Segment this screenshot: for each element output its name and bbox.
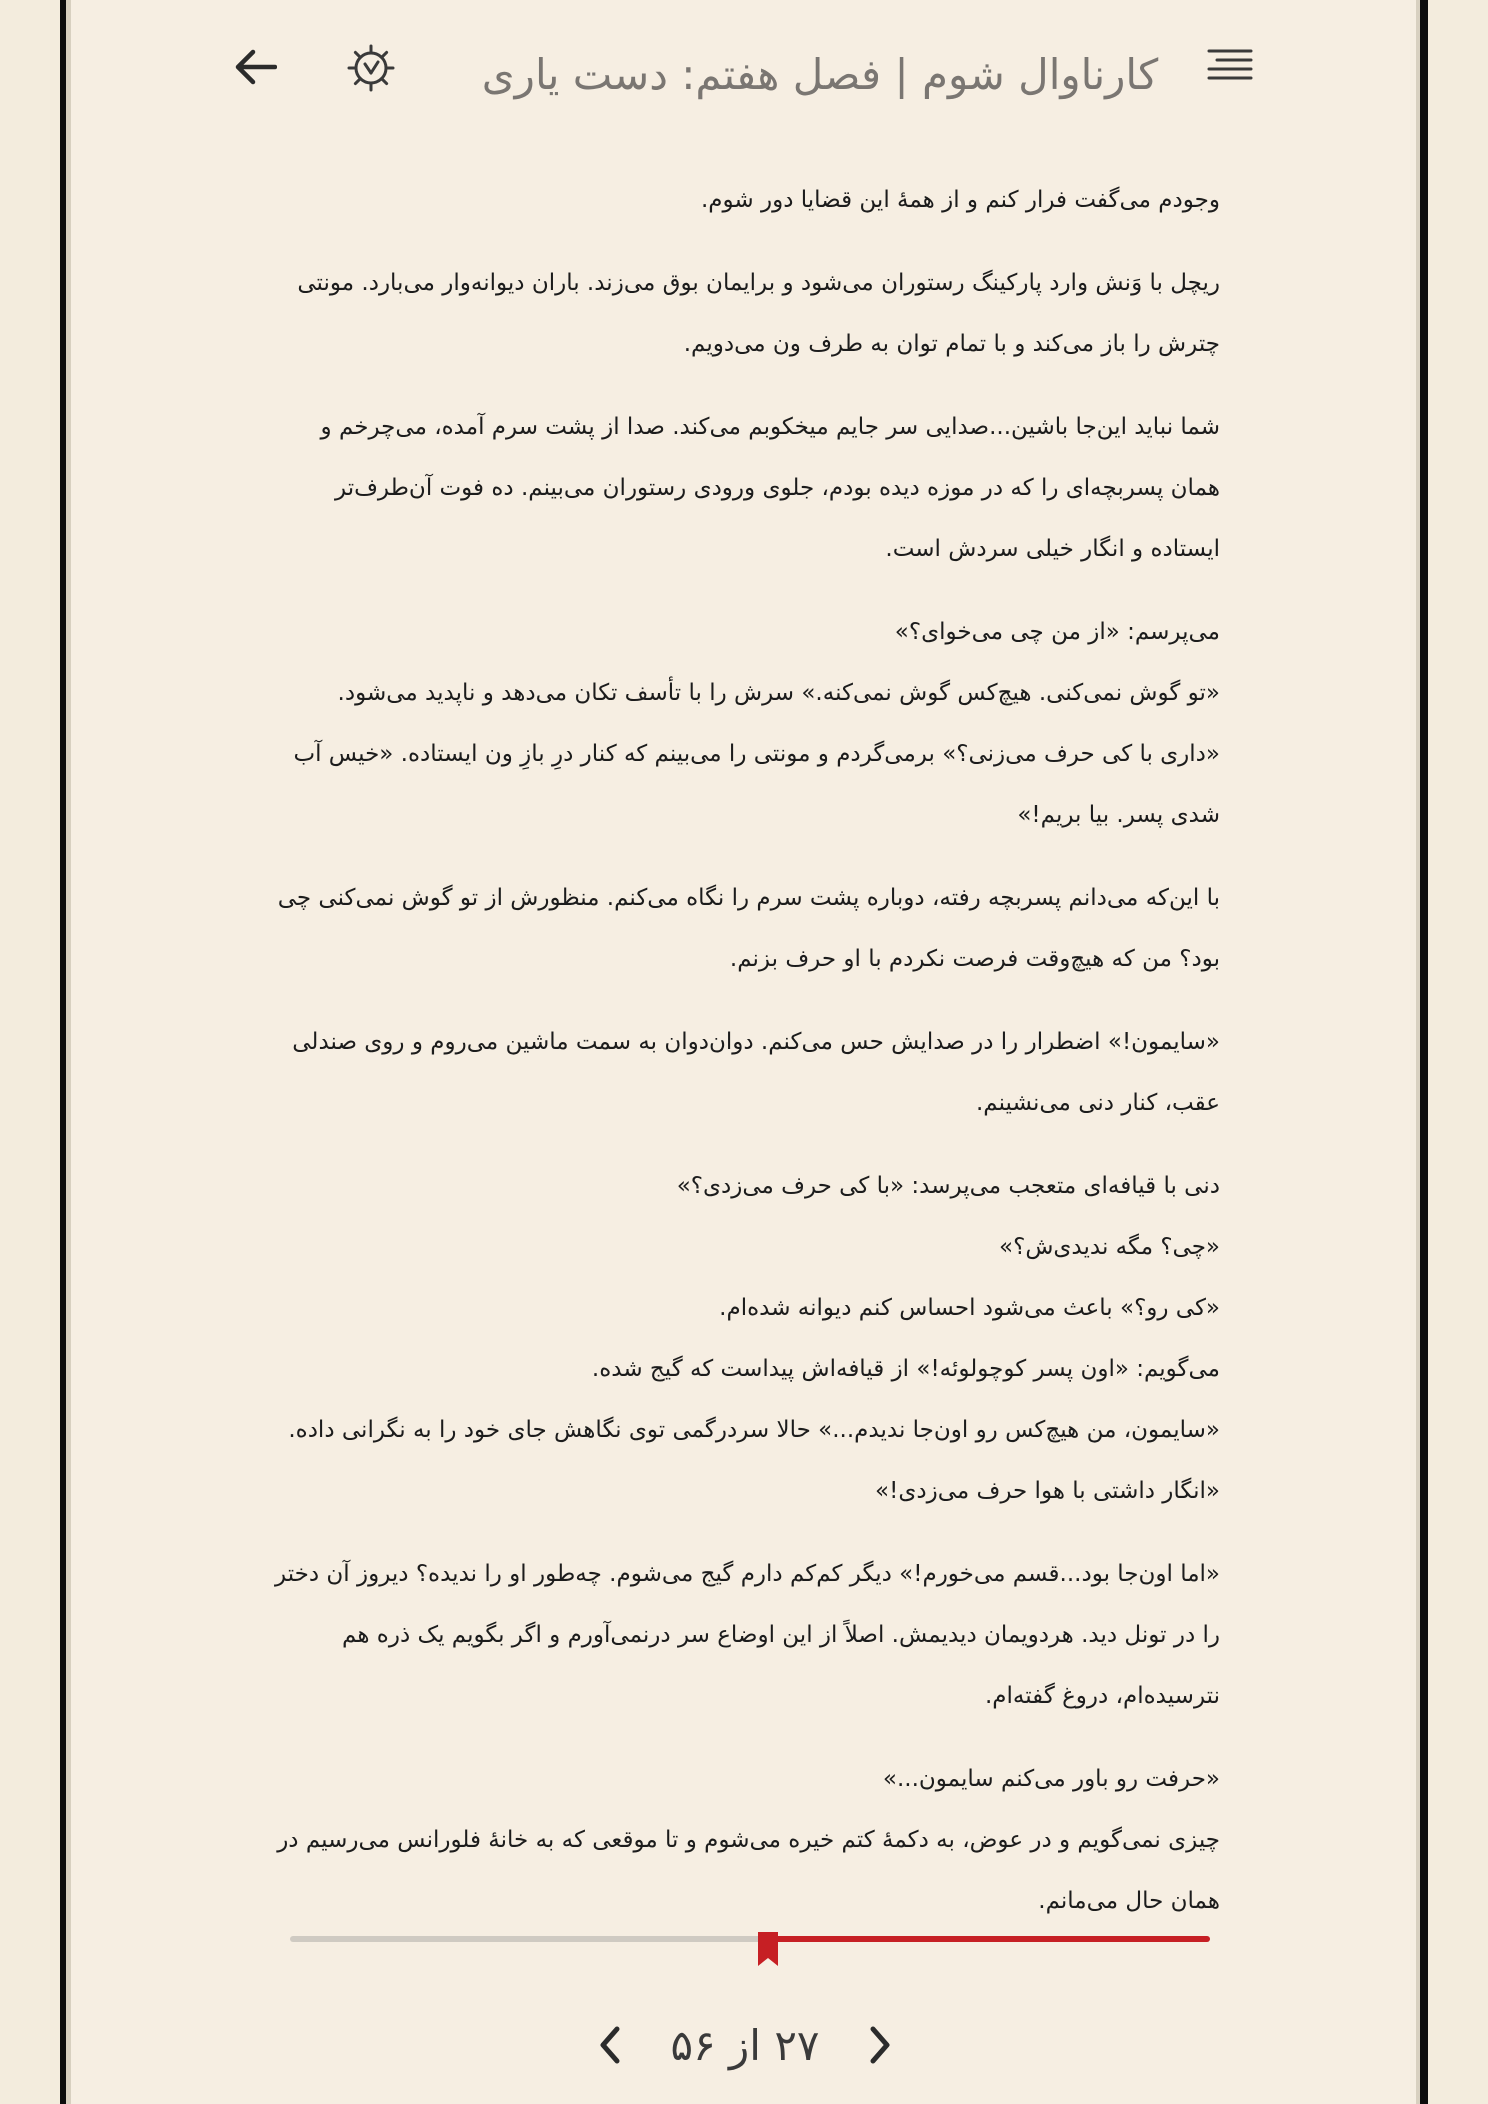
table-of-contents-button[interactable] bbox=[1205, 44, 1255, 88]
page-counter: ۲۷ از ۵۶ bbox=[670, 2020, 820, 2070]
chevron-left-icon bbox=[597, 2025, 623, 2065]
chevron-right-icon bbox=[867, 2025, 893, 2065]
paragraph: «اما اون‌جا بود...قسم می‌خورم!» دیگر کم‌کم دارم گیج می‌شوم. چه‌طور او را ندیده؟ دیروز آن دختر را در تونل دید. هردویمان دیدیمش. اصلاً از این اوضاع سر درنمی‌آورم و اگر بگویم یک ذره هم نترسیده‌ام، دروغ گفته‌ام. bbox=[275, 1561, 1220, 1709]
paragraph: وجودم می‌گفت فرار کنم و از همهٔ این قضایا دور شوم. bbox=[700, 187, 1220, 213]
settings-button[interactable] bbox=[343, 40, 399, 96]
paragraph: «چی؟ مگه ندیدی‌ش؟» bbox=[999, 1234, 1220, 1260]
paragraph: «داری با کی حرف می‌زنی؟» برمی‌گردم و مونتی را می‌بینم که کنار درِ بازِ ون ایستاده. «خیس آب شدی پسر. بیا بریم!» bbox=[293, 741, 1220, 828]
paragraph: «سایمون!» اضطرار را در صدایش حس می‌کنم. دوان‌دوان به سمت ماشین می‌روم و روی صندلی عقب، کنار دنی می‌نشینم. bbox=[292, 1029, 1220, 1116]
paragraph: «حرفت رو باور می‌کنم سایمون...» bbox=[882, 1766, 1220, 1792]
bookmark-handle-icon[interactable] bbox=[757, 1932, 779, 1966]
arrow-left-icon bbox=[233, 47, 277, 87]
paragraph: با این‌که می‌دانم پسربچه رفته، دوباره پشت سرم را نگاه می‌کنم. منظورش از تو گوش نمی‌کنی چی بود؟ من که هیچ‌وقت فرصت نکردم با او حرف بزنم. bbox=[277, 885, 1220, 972]
page-navigator bbox=[590, 2010, 900, 2080]
frame-right-gap bbox=[1416, 0, 1420, 2104]
paragraph: می‌گویم: «اون پسر کوچولوئه!» از قیافه‌اش پیداست که گیج شده. bbox=[591, 1356, 1220, 1382]
paragraph: «سایمون، من هیچ‌کس رو اون‌جا ندیدم...» حالا سردرگمی توی نگاهش جای خود را به نگرانی داده. «انگار داشتی با هوا حرف می‌زدی!» bbox=[288, 1417, 1220, 1504]
paragraph: شما نباید این‌جا باشین...صدایی سر جایم میخکوبم می‌کند. صدا از پشت سرم آمده، می‌چرخم و همان پسربچه‌ای را که در موزه دیده بودم، جلوی ورودی رستوران می‌بینم. ده فوت آن‌طرف‌تر ایستاده و انگار خیلی سردش است. bbox=[320, 414, 1220, 562]
frame-right-bar bbox=[1420, 0, 1428, 2104]
chapter-title: کارناوال شوم | فصل هفتم: دست یاری bbox=[481, 50, 1159, 99]
paragraph: «تو گوش نمی‌کنی. هیچ‌کس گوش نمی‌کنه.» سرش را با تأسف تکان می‌دهد و ناپدید می‌شود. bbox=[337, 680, 1220, 706]
paragraph: «کی رو؟» باعث می‌شود احساس کنم دیوانه شده‌ام. bbox=[719, 1295, 1220, 1321]
paragraph: دنی با قیافه‌ای متعجب می‌پرسد: «با کی حرف می‌زدی؟» bbox=[676, 1173, 1220, 1199]
back-button[interactable] bbox=[230, 42, 280, 92]
previous-page-button[interactable] bbox=[590, 2015, 630, 2075]
chapter-text bbox=[275, 170, 1220, 1932]
paragraph: می‌پرسم: «از من چی می‌خوای؟» bbox=[894, 619, 1220, 645]
table-of-contents-icon bbox=[1207, 46, 1253, 86]
paragraph: چیزی نمی‌گویم و در عوض، به دکمهٔ کتم خیره می‌شوم و تا موقعی که به خانهٔ فلورانس می‌رسیم در همان حال می‌مانم. bbox=[277, 1827, 1220, 1914]
paragraph: ریچل با وَنش وارد پارکینگ رستوران می‌شود و برایمان بوق می‌زند. باران دیوانه‌وار می‌بارد. مونتی چترش را باز می‌کند و با تمام توان به طرف ون می‌دویم. bbox=[297, 270, 1220, 357]
gear-icon bbox=[345, 42, 397, 94]
next-page-button[interactable] bbox=[860, 2015, 900, 2075]
reading-progress-slider[interactable] bbox=[290, 1920, 1210, 1970]
progress-fill bbox=[768, 1936, 1210, 1942]
